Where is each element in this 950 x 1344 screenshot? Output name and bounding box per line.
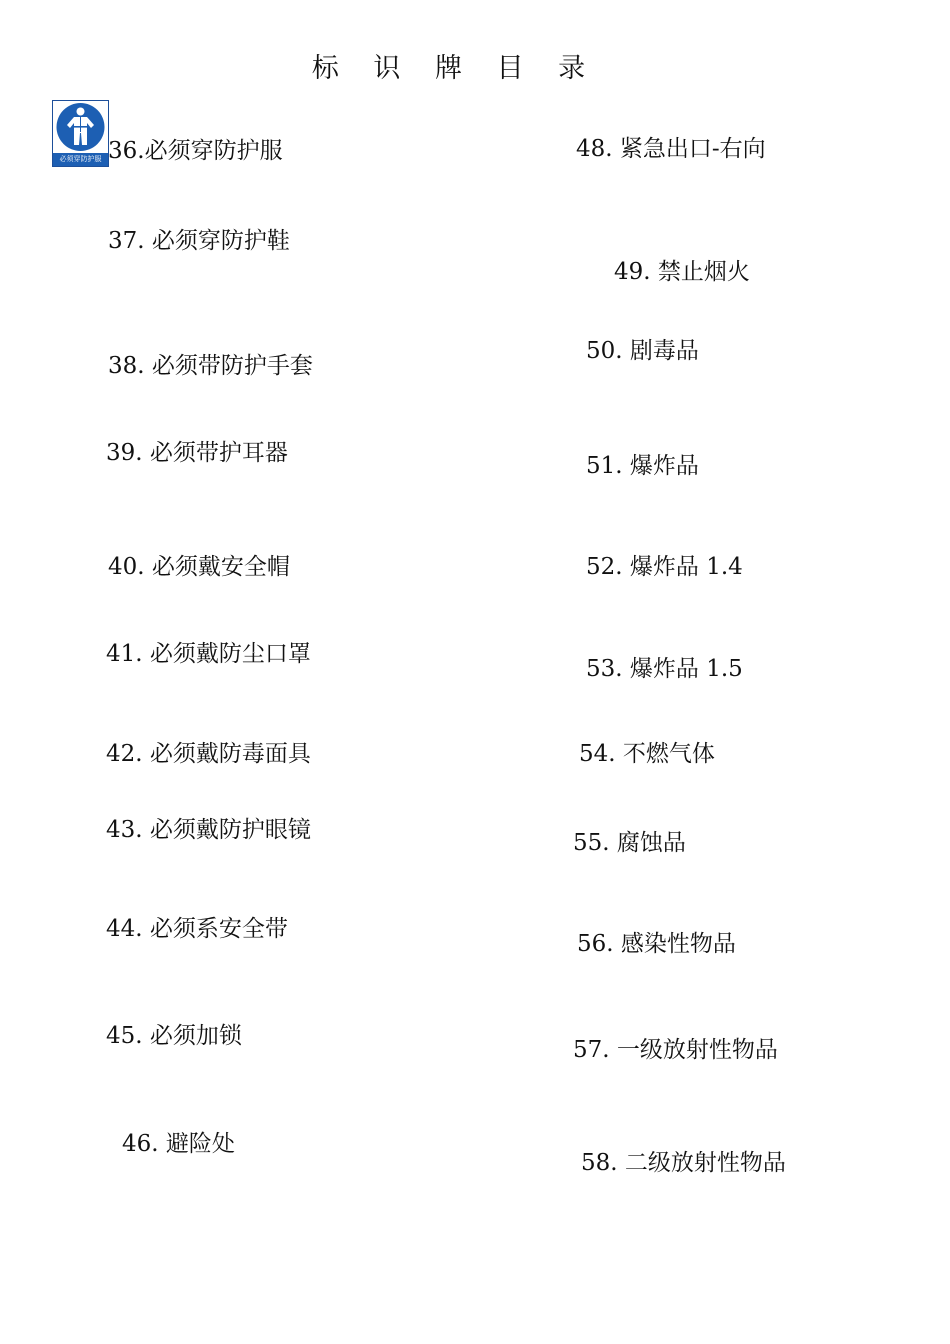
list-item: 45. 必须加锁 <box>106 1023 242 1049</box>
list-item: 48. 紧急出口-右向 <box>576 136 766 162</box>
list-item: 43. 必须戴防护眼镜 <box>106 817 311 843</box>
list-item: 37. 必须穿防护鞋 <box>108 228 290 254</box>
list-item: 53. 爆炸品 1.5 <box>586 656 743 682</box>
list-item: 36.必须穿防护服 <box>108 138 283 164</box>
list-item: 56. 感染性物品 <box>577 931 736 957</box>
list-item: 41. 必须戴防尘口罩 <box>106 641 311 667</box>
list-item: 58. 二级放射性物品 <box>581 1150 786 1176</box>
list-item: 39. 必须带护耳器 <box>106 440 288 466</box>
page-title: 标 识 牌 目 录 <box>311 53 599 84</box>
list-item: 38. 必须带防护手套 <box>108 353 313 379</box>
sign-caption: 必须穿防护服 <box>53 153 108 166</box>
list-item: 52. 爆炸品 1.4 <box>586 554 743 580</box>
protective-clothing-icon <box>53 101 108 153</box>
list-item: 50. 剧毒品 <box>586 338 699 364</box>
list-item: 49. 禁止烟火 <box>614 259 750 285</box>
list-item: 42. 必须戴防毒面具 <box>106 741 311 767</box>
list-item: 57. 一级放射性物品 <box>573 1037 778 1063</box>
mandatory-sign-image <box>52 100 109 167</box>
list-item: 40. 必须戴安全帽 <box>108 554 290 580</box>
list-item: 54. 不燃气体 <box>579 741 715 767</box>
list-item: 55. 腐蚀品 <box>573 830 686 856</box>
list-item: 44. 必须系安全带 <box>106 916 288 942</box>
list-item: 51. 爆炸品 <box>586 453 699 479</box>
list-item: 46. 避险处 <box>122 1131 235 1157</box>
